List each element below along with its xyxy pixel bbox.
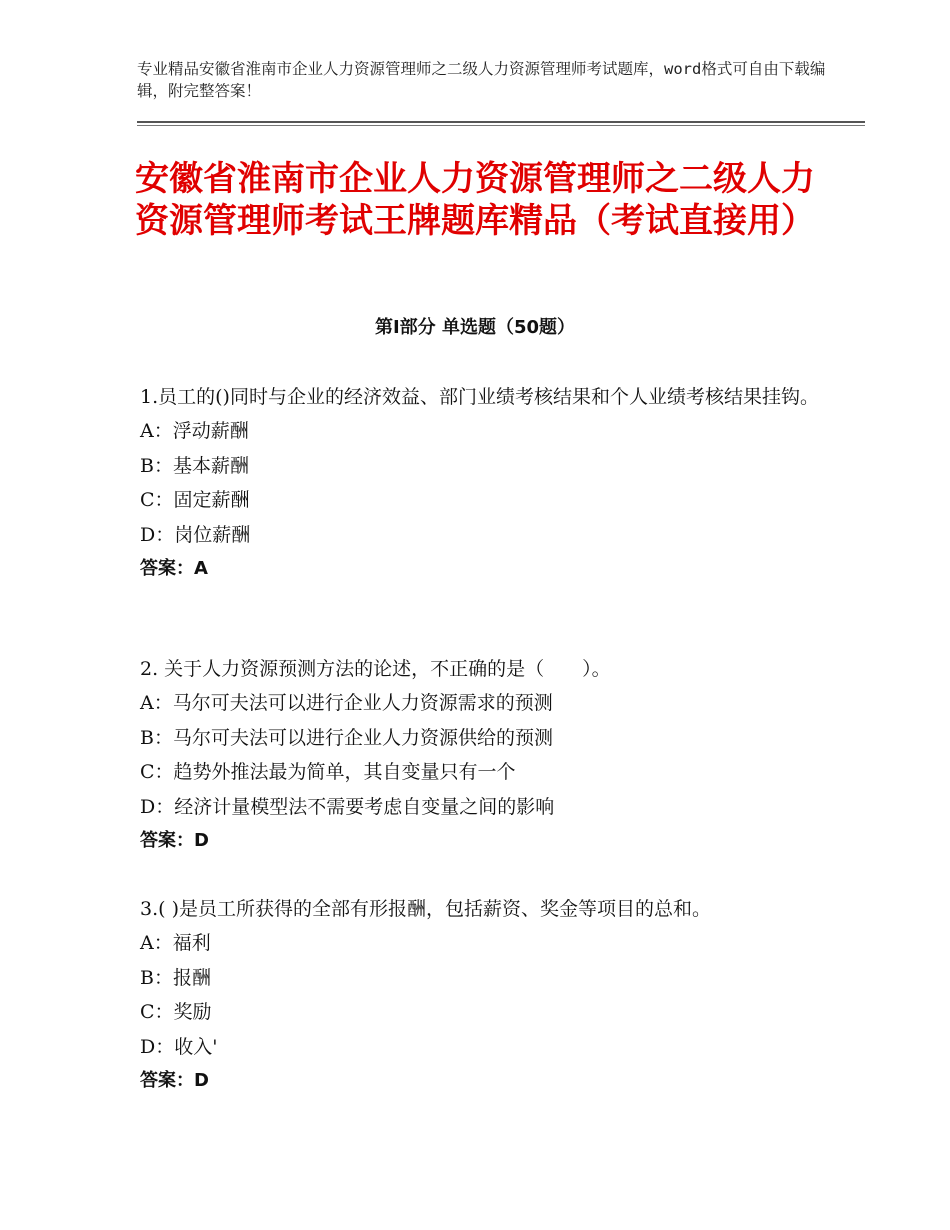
option-c: C：奖励 <box>140 1001 212 1023</box>
answer: 答案：D <box>140 830 209 851</box>
option-c: C：固定薪酬 <box>140 489 250 511</box>
option-a: A：福利 <box>140 932 211 954</box>
header-note: 专业精品安徽省淮南市企业人力资源管理师之二级人力资源管理师考试题库，word格式可自由下载编辑，附完整答案！ <box>137 60 826 100</box>
question-1 <box>140 381 830 586</box>
answer: 答案：A <box>140 558 208 579</box>
option-d: D：收入' <box>140 1035 218 1058</box>
header-divider <box>137 121 865 123</box>
option-b: B：报酬 <box>140 966 211 989</box>
question-2 <box>140 653 830 858</box>
question-3 <box>140 893 830 1098</box>
answer: 答案：D <box>140 1070 209 1091</box>
question-stem: 1.员工的()同时与企业的经济效益、部门业绩考核结果和个人业绩考核结果挂钩。 <box>140 386 819 408</box>
option-d: D：经济计量模型法不需要考虑自变量之间的影响 <box>140 795 555 818</box>
option-b: B：马尔可夫法可以进行企业人力资源供给的预测 <box>140 726 553 749</box>
document-title: 安徽省淮南市企业人力资源管理师之二级人力资源管理师考试王牌题库精品（考试直接用） <box>135 159 815 241</box>
option-a: A：马尔可夫法可以进行企业人力资源需求的预测 <box>140 692 553 714</box>
question-stem: 3.( )是员工所获得的全部有形报酬，包括薪资、奖金等项目的总和。 <box>140 898 711 920</box>
section-heading: 第Ⅰ部分 单选题（50题） <box>374 317 575 338</box>
header-divider-thin <box>137 125 865 126</box>
option-a: A：浮动薪酬 <box>140 420 249 442</box>
question-stem: 2. 关于人力资源预测方法的论述，不正确的是（ ）。 <box>140 658 611 680</box>
option-c: C：趋势外推法最为简单，其自变量只有一个 <box>140 761 516 783</box>
option-b: B：基本薪酬 <box>140 454 249 477</box>
option-d: D：岗位薪酬 <box>140 523 251 546</box>
